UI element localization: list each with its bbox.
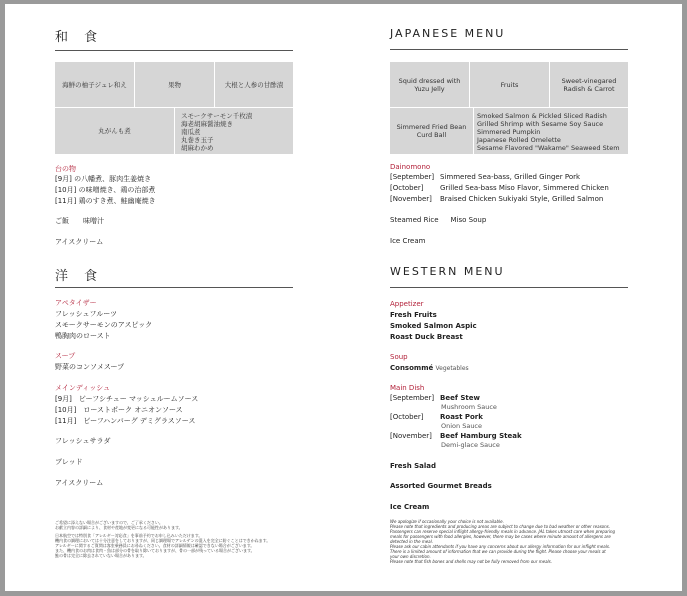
main-dish-item: [November] Beef Hamburg Steak <box>390 432 522 440</box>
western-menu-title: WESTERN MENU <box>390 265 505 278</box>
appetizer-label: Appetizer <box>390 300 424 308</box>
grid-line: Grilled Shrimp with Sesame Soy Sauce <box>477 120 604 128</box>
salad: フレッシュサラダ <box>55 437 111 445</box>
grid-cell-4: 丸がんも煮 <box>55 108 174 154</box>
note-line: ご希望に添えない場合がございますので、ご了承ください。 <box>55 520 163 525</box>
grid-line: 海老胡麻醤油焼き <box>181 120 233 128</box>
soup-label: Soup <box>390 353 408 361</box>
dessert: Ice Cream <box>390 237 426 245</box>
appetizer-item: Roast Duck Breast <box>390 333 463 341</box>
dessert: Ice Cream <box>390 503 430 511</box>
main-course-item: [10月] の味噌焼き、鶏の治部煮 <box>55 186 156 194</box>
grid-cell-5 <box>474 108 628 154</box>
japanese-menu-rule <box>390 49 628 50</box>
rice-soup <box>390 215 486 225</box>
menu-sheet <box>5 4 682 591</box>
japanese-menu-title: JAPANESE MENU <box>390 27 506 40</box>
grid-cell-3: 大根と人参の甘酢漬 <box>215 62 293 107</box>
rice: Steamed Rice <box>390 216 439 224</box>
soup: Miso Soup <box>450 216 487 224</box>
note-line: 鮭の骨は完全に除去されていない場合があります。 <box>55 553 147 558</box>
grid-line: 胡麻わかめ <box>181 144 214 152</box>
grid-cell-2: Fruits <box>470 62 549 107</box>
main-course-label: 台の物 <box>55 165 76 173</box>
main-dish-sauce: Onion Sauce <box>441 422 483 430</box>
western-menu-rule <box>390 287 628 288</box>
grid-line: Sesame Flavored "Wakame" Seaweed Stem <box>477 144 620 152</box>
grid-cell-1: Squid dressed with Yuzu Jelly <box>390 62 469 107</box>
soup-item: 野菜のコンソメスープ <box>55 363 125 371</box>
dainomono-item: [October] Grilled Sea-bass Miso Flavor, Simmered Chicken <box>390 184 609 192</box>
note-line: detected in the meal. <box>390 539 434 544</box>
main-course-item: [9月] の八幡煮、豚肉生姜焼き <box>55 175 152 183</box>
grid-line: Smoked Salmon & Pickled Sliced Radish <box>477 112 607 120</box>
soup-item: Consommé Vegetables <box>390 364 469 372</box>
note-line: We apologize if occasionally your choice is not available. <box>390 519 504 524</box>
washoku-rule <box>55 50 293 51</box>
note-line: 機内食の調理においては十分注意をしておりますが、同じ調理場でアレルゲンの混入を完全に防ぐことはできかねます。 <box>55 538 271 543</box>
note-line: また、機内食のお肉は食肉・魚は部分の骨を取り除いておりますが、骨の一部が残っている場合がございます。 <box>55 548 255 553</box>
dainomono-item: [November] Braised Chicken Sukiyaki Style, Grilled Salmon <box>390 195 604 203</box>
washoku-grid <box>55 62 293 154</box>
main-dish-sauce: Demi-glace Sauce <box>441 441 500 449</box>
appetizer-item: 鴨胸肉のロースト <box>55 332 111 340</box>
grid-line: Japanese Rolled Omelette <box>477 136 561 144</box>
main-dish-item: [11月] ビーフハンバーグ デミグラスソース <box>55 417 196 425</box>
grid-cell-3: Sweet-vinegared Radish & Carrot <box>550 62 628 107</box>
bread: Assorted Gourmet Breads <box>390 482 492 490</box>
main-dish-item: [10月] ローストポーク オニオンソース <box>55 406 183 414</box>
grid-divider <box>549 62 550 107</box>
dessert: アイスクリーム <box>55 238 104 246</box>
grid-line: スモークサーモン千枚漬 <box>181 112 253 120</box>
grid-divider <box>390 107 628 108</box>
yoshoku-rule <box>55 287 293 288</box>
appetizer-item: Smoked Salmon Aspic <box>390 322 477 330</box>
grid-line: Simmered Pumpkin <box>477 128 541 136</box>
washoku-title: 和 食 <box>55 30 104 45</box>
salad: Fresh Salad <box>390 462 437 470</box>
grid-divider <box>134 62 135 107</box>
bread: ブレッド <box>55 458 83 466</box>
dainomono-label: Dainomono <box>390 163 431 171</box>
note-line: Please note that ingredients and producing areas are subject to change due to bad weather or other reasons. <box>390 524 611 529</box>
appetizer-item: フレッシュフルーツ <box>55 310 117 318</box>
main-course-item: [11月] 鶏のすき煮、鮭幽庵焼き <box>55 197 156 205</box>
note-line: アレルギーに関するご質問は客室乗務員にお尋ねください。食材の詳細情報は確認できない場合がございます。 <box>55 543 255 548</box>
note-line: There is a limited amount of information that we can provide during the flight. Please choose your meals at <box>390 549 606 554</box>
grid-cell-5 <box>175 108 293 154</box>
grid-divider <box>174 108 175 154</box>
grid-divider <box>469 62 470 107</box>
note-line: 日本航空では特別食「アレルギー対応食」を事前予約でお申し込みいただけます。 <box>55 533 203 538</box>
note-line: meals for passengers with food allergies, however, there may be cases where minute amount of allergens are <box>390 534 611 539</box>
main-dish-label: メインディッシュ <box>55 384 111 392</box>
note-line: お献立内容の詳細により、食材や産地が変更になる可能性があります。 <box>55 525 183 530</box>
notes <box>390 519 635 564</box>
note-line: Please note that fish bones and shells may not be fully removed from our meals. <box>390 559 553 564</box>
appetizer-label: アペタイザー <box>55 299 97 307</box>
main-dish-sauce: Mushroom Sauce <box>441 403 497 411</box>
grid-cell-1: 海鮮の柚子ジュレ和え <box>55 62 134 107</box>
grid-cell-2: 果物 <box>135 62 214 107</box>
dessert: アイスクリーム <box>55 479 104 487</box>
main-dish-item: [September] Beef Stew <box>390 394 480 402</box>
grid-cell-4: Simmered Fried Bean Curd Ball <box>390 108 473 154</box>
main-dish-item: [9月] ビーフシチュー マッシュルームソース <box>55 395 199 403</box>
appetizer-item: Fresh Fruits <box>390 311 437 319</box>
main-dish-item: [October] Roast Pork <box>390 413 483 421</box>
grid-divider <box>214 62 215 107</box>
yoshoku-title: 洋 食 <box>55 269 104 284</box>
note-line: Please ask our cabin attendants if you have any concerns about our allergy information for our inflight meals. <box>390 544 611 549</box>
grid-divider <box>473 108 474 154</box>
grid-line: 丸巻き玉子 <box>181 136 214 144</box>
note-line: your own discretion. <box>390 554 431 559</box>
soup-label: スープ <box>55 352 76 360</box>
note-line: Passengers can reserve special inflight allergy-friendly meals in advance. JAL takes utmost care when preparing <box>390 529 616 534</box>
rice-soup: ご飯 味噌汁 <box>55 217 104 225</box>
main-dish-label: Main Dish <box>390 384 425 392</box>
appetizer-item: スモークサーモンのアスピック <box>55 321 153 329</box>
grid-line: 南瓜煮 <box>181 128 201 136</box>
notes <box>55 520 295 558</box>
dainomono-item: [September] Simmered Sea-bass, Grilled Ginger Pork <box>390 173 581 181</box>
japanese-menu-grid <box>390 62 628 154</box>
